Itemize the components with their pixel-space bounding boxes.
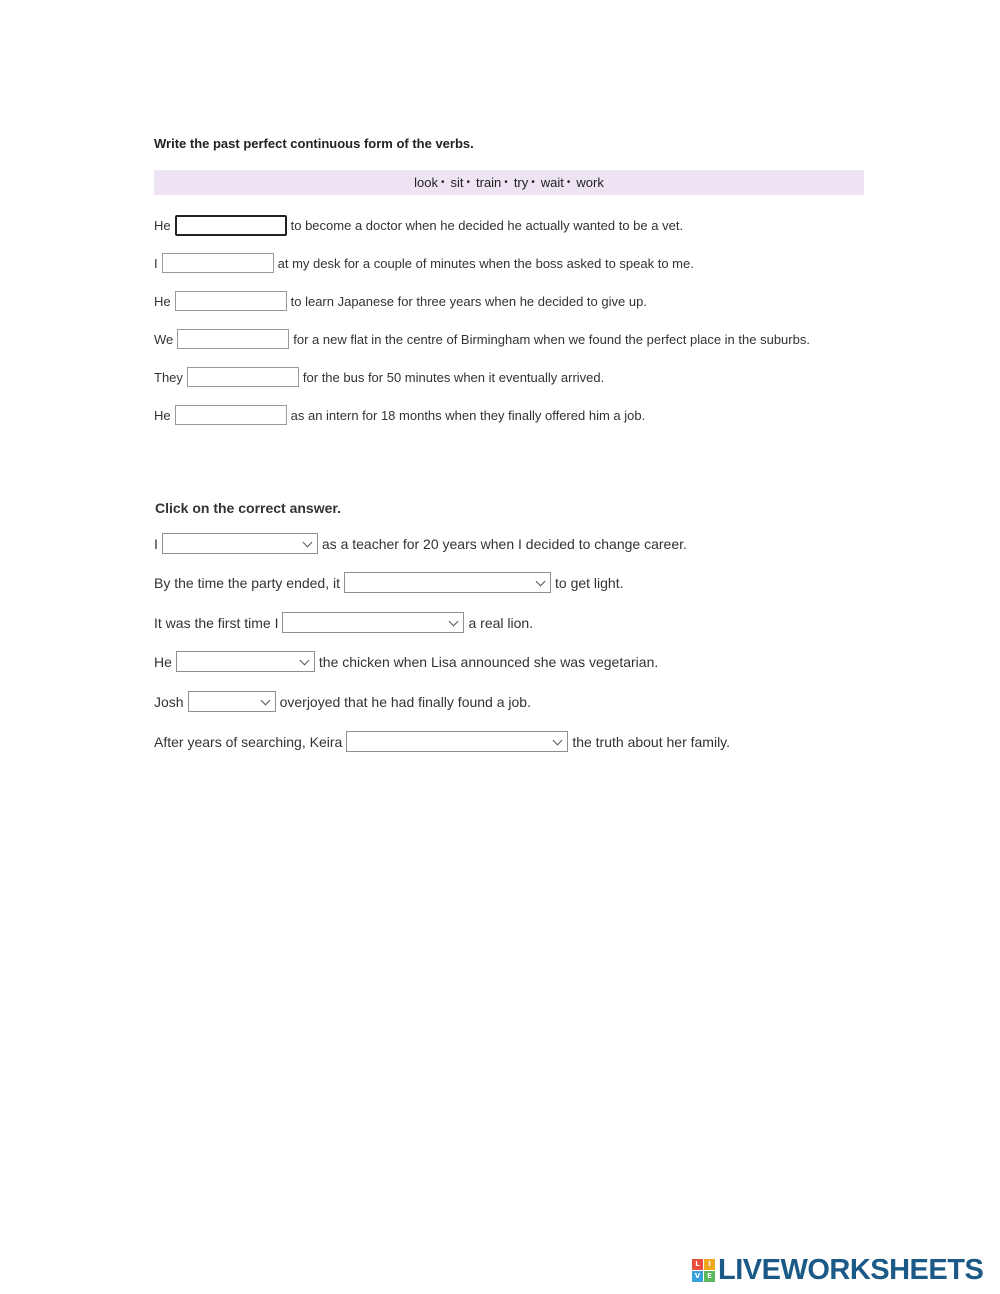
sentence-prefix: It was the first time I <box>154 614 279 631</box>
answer-input-6[interactable] <box>175 405 287 425</box>
word-separator: • <box>566 177 571 188</box>
logo-mark-icon <box>692 1259 715 1282</box>
sentence-suffix: as a teacher for 20 years when I decided to change career. <box>321 535 687 552</box>
logo-letter: V <box>692 1271 703 1282</box>
sentence-prefix: He <box>154 653 172 670</box>
word-bank-item: wait <box>540 175 564 190</box>
sentence-prefix: He <box>154 293 171 309</box>
answer-dropdown-5[interactable] <box>188 691 276 712</box>
fill-sentence-3 <box>154 291 647 311</box>
sentence-suffix: the chicken when Lisa announced she was vegetarian. <box>318 653 659 670</box>
fill-sentence-4 <box>154 329 810 349</box>
choice-sentence-3 <box>154 612 533 633</box>
sentence-suffix: at my desk for a couple of minutes when the boss asked to speak to me. <box>277 255 694 271</box>
word-separator: • <box>466 177 470 188</box>
logo-letter: I <box>704 1259 715 1270</box>
answer-input-3[interactable] <box>175 291 287 311</box>
answer-input-1[interactable] <box>175 215 287 236</box>
answer-dropdown-2[interactable] <box>344 572 551 593</box>
sentence-suffix: to learn Japanese for three years when he decided to give up. <box>290 293 647 309</box>
sentence-prefix: By the time the party ended, it <box>154 574 340 591</box>
word-bank <box>154 170 864 195</box>
liveworksheets-logo <box>692 1254 983 1286</box>
sentence-suffix: a real lion. <box>468 614 534 631</box>
chevron-down-icon <box>299 656 309 666</box>
chevron-down-icon <box>449 617 459 627</box>
word-bank-item: train <box>476 175 502 190</box>
instruction-2: Click on the correct answer. <box>155 500 341 516</box>
brand-name: LIVEWORKSHEETS <box>718 1253 984 1286</box>
word-bank-item: look <box>414 175 438 190</box>
sentence-suffix: for the bus for 50 minutes when it eventually arrived. <box>302 369 605 385</box>
sentence-suffix: to become a doctor when he decided he actually wanted to be a vet. <box>290 218 684 233</box>
sentence-prefix: He <box>154 407 171 423</box>
choice-sentence-1 <box>154 533 687 554</box>
instruction-1: Write the past perfect continuous form of the verbs. <box>154 136 474 151</box>
sentence-suffix: as an intern for 18 months when they finally offered him a job. <box>290 407 646 423</box>
logo-letter: E <box>704 1271 715 1282</box>
answer-input-5[interactable] <box>187 367 299 387</box>
sentence-suffix: to get light. <box>555 574 624 591</box>
answer-dropdown-6[interactable] <box>346 731 568 752</box>
choice-sentence-4 <box>154 651 658 672</box>
sentence-suffix: for a new flat in the centre of Birmingham when we found the perfect place in the suburbs. <box>293 331 810 347</box>
word-separator: • <box>440 177 445 188</box>
word-bank-item: try <box>513 175 529 190</box>
sentence-prefix: I <box>154 535 158 552</box>
chevron-down-icon <box>260 696 270 706</box>
sentence-prefix: We <box>154 331 174 347</box>
word-separator: • <box>504 177 508 188</box>
answer-dropdown-3[interactable] <box>282 612 464 633</box>
answer-input-2[interactable] <box>162 253 274 273</box>
logo-letter: L <box>692 1259 703 1270</box>
word-bank-item: work <box>576 175 604 190</box>
choice-sentence-2 <box>154 572 624 593</box>
sentence-prefix: Josh <box>154 693 184 710</box>
choice-sentence-5 <box>154 691 531 712</box>
answer-dropdown-1[interactable] <box>162 533 318 554</box>
chevron-down-icon <box>536 577 546 587</box>
fill-sentence-5 <box>154 367 604 387</box>
chevron-down-icon <box>553 736 563 746</box>
sentence-prefix: I <box>154 255 158 271</box>
sentence-suffix: the truth about her family. <box>572 733 731 750</box>
word-bank-item: sit <box>450 175 464 190</box>
answer-input-4[interactable] <box>177 329 289 349</box>
answer-dropdown-4[interactable] <box>176 651 315 672</box>
fill-sentence-6 <box>154 405 645 425</box>
sentence-prefix: They <box>154 369 183 385</box>
chevron-down-icon <box>302 538 312 548</box>
word-separator: • <box>531 177 535 188</box>
fill-sentence-2 <box>154 253 694 273</box>
sentence-prefix: He <box>154 218 171 233</box>
sentence-suffix: overjoyed that he had finally found a job. <box>279 693 531 710</box>
sentence-prefix: After years of searching, Keira <box>154 733 343 750</box>
choice-sentence-6 <box>154 731 730 752</box>
fill-sentence-1 <box>154 215 683 236</box>
